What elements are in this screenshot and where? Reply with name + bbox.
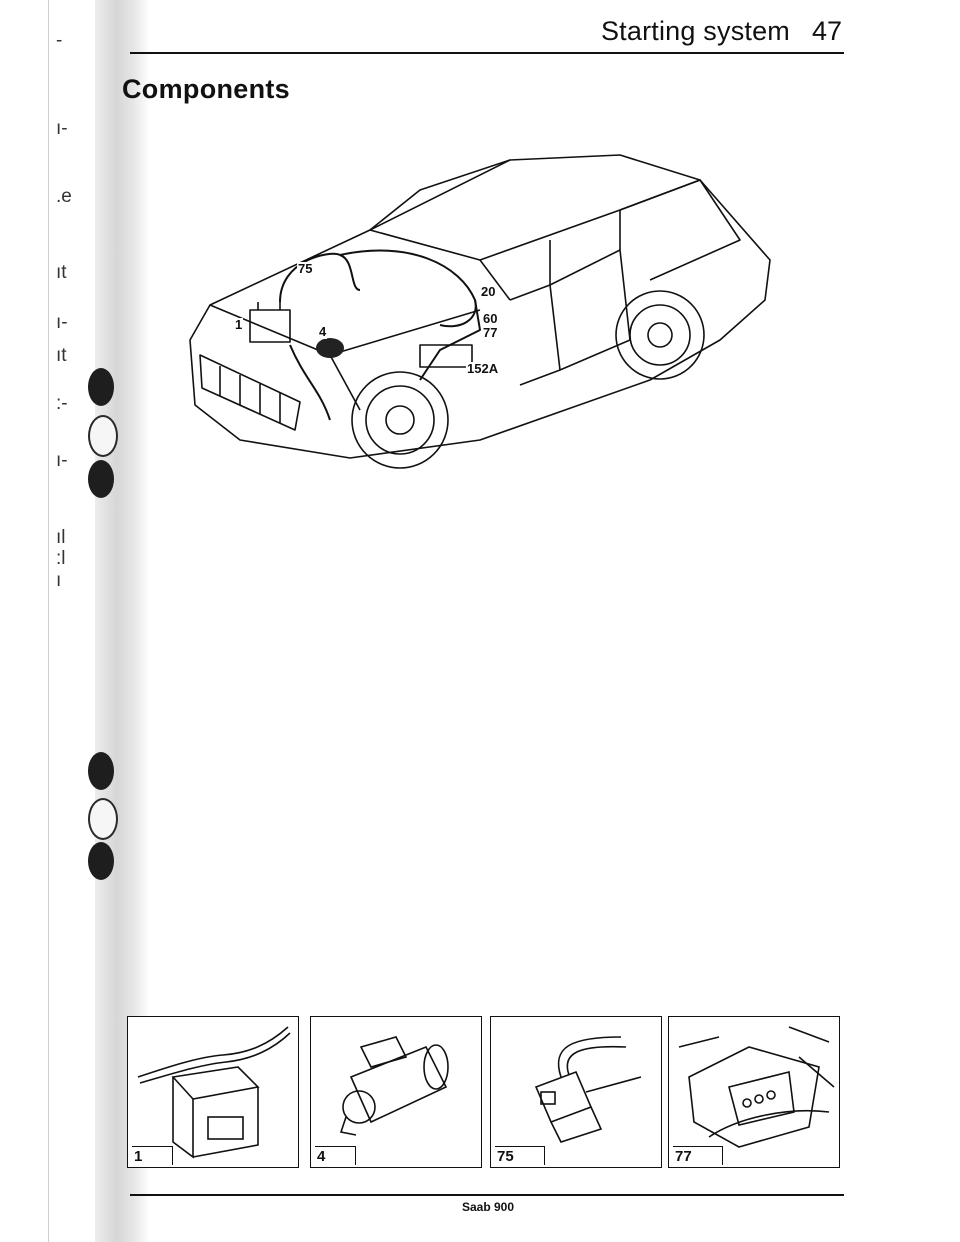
panel-label: 4	[315, 1146, 356, 1165]
margin-fragment: :-	[56, 393, 68, 414]
margin-fragment: ıl	[56, 527, 66, 548]
page-title: Components	[122, 74, 290, 104]
margin-fragment: -	[56, 30, 63, 51]
car-outline-icon	[180, 140, 780, 480]
car-component-diagram	[180, 140, 780, 480]
margin-fragment: ı	[56, 570, 62, 591]
callout-label: 4	[319, 324, 327, 339]
binder-hole	[88, 752, 114, 790]
margin-fragment: ı-	[56, 450, 68, 471]
panel-label: 1	[132, 1146, 173, 1165]
page-number: 47	[811, 16, 842, 46]
connector-icon	[491, 1017, 661, 1167]
margin-fragment: .e	[56, 186, 72, 207]
callout-label: 77	[483, 325, 498, 340]
binder-hole	[88, 415, 118, 457]
footer-model: Saab 900	[461, 1200, 515, 1214]
callout-label: 1	[235, 317, 243, 332]
ignition-switch-icon	[669, 1017, 839, 1167]
callout-label: 152A	[467, 361, 499, 376]
detail-panel-connector	[490, 1016, 662, 1168]
section-header: Starting system	[600, 16, 790, 46]
margin-fragment: ı-	[56, 118, 68, 139]
margin-fragment: :l	[56, 548, 66, 569]
binder-hole	[88, 798, 118, 840]
binder-hole	[88, 842, 114, 880]
detail-panel-ignition-switch	[668, 1016, 840, 1168]
detail-panel-starter-motor	[310, 1016, 482, 1168]
binder-hole	[88, 460, 114, 498]
panel-label: 75	[495, 1146, 545, 1165]
binder-hole	[88, 368, 114, 406]
margin-fragment: ıt	[56, 345, 67, 366]
page-edge-rule	[48, 0, 49, 1242]
battery-icon	[128, 1017, 298, 1167]
margin-fragment: ıt	[56, 262, 67, 283]
callout-label: 60	[483, 311, 498, 326]
footer-rule	[130, 1194, 844, 1196]
starter-motor-icon	[311, 1017, 481, 1167]
callout-label: 75	[298, 261, 313, 276]
callout-label: 20	[481, 284, 496, 299]
detail-panel-battery	[127, 1016, 299, 1168]
header-rule	[130, 52, 844, 54]
margin-fragment: ı-	[56, 312, 68, 333]
panel-label: 77	[673, 1146, 723, 1165]
